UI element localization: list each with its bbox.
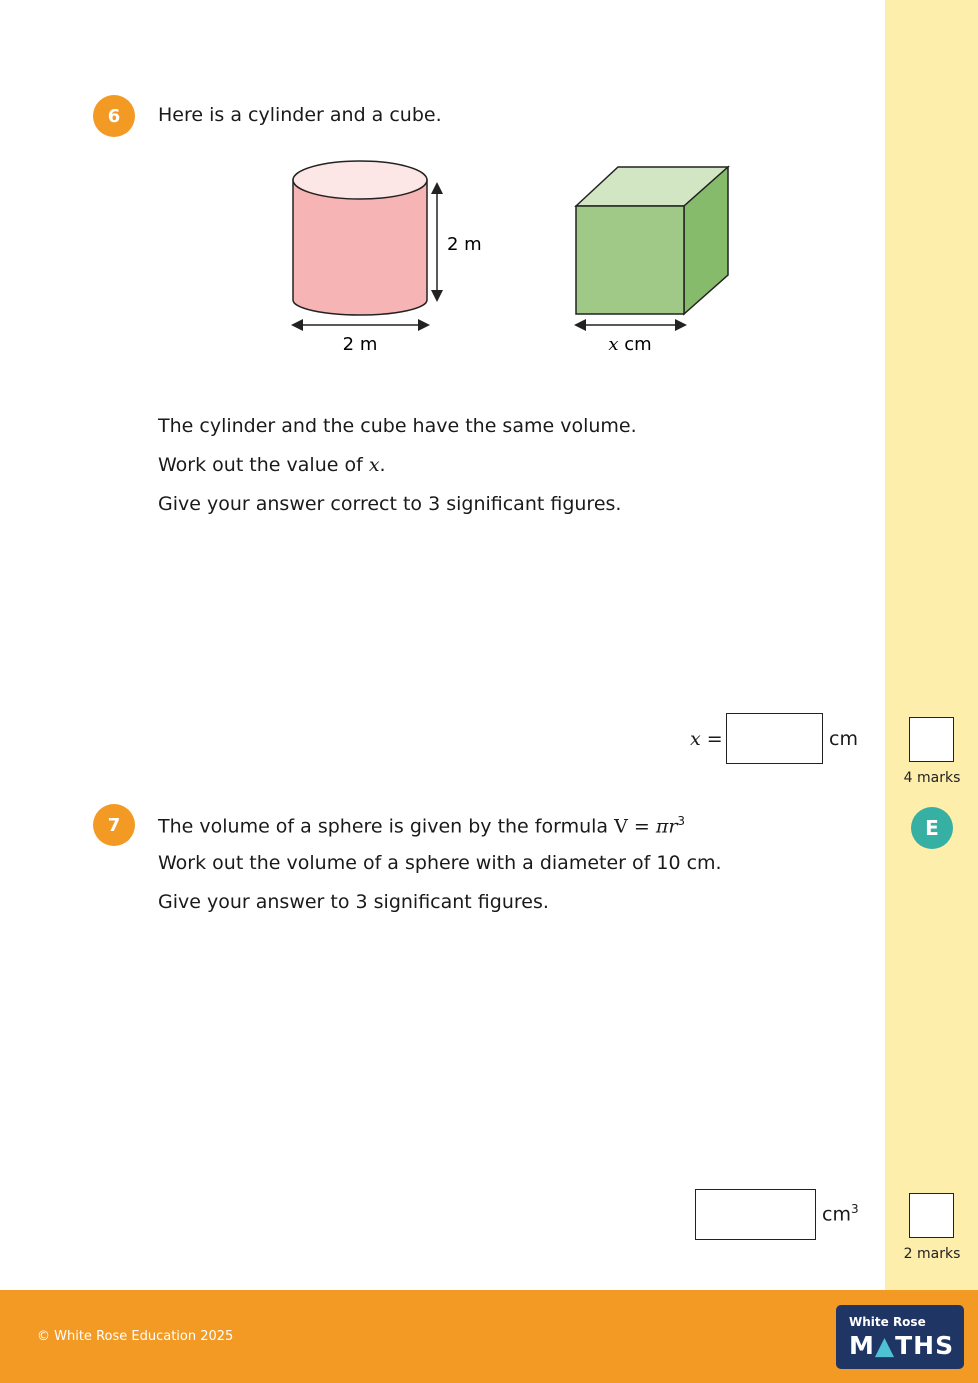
copyright: © White Rose Education 2025 <box>37 1329 234 1344</box>
q7-formula-pi: π <box>655 815 669 838</box>
q6-line-2-end: . <box>379 454 386 476</box>
cylinder-diameter-label: 2 m <box>342 334 378 355</box>
q7-answer-unit-exp: 3 <box>850 1202 859 1216</box>
q7-formula-exp: 3 <box>677 814 686 828</box>
q7-line-1 <box>158 814 685 837</box>
q7-line-1-text: The volume of a sphere is given by the formula <box>158 815 615 838</box>
q7-line-2: Work out the volume of a sphere with a diameter of 10 cm. <box>158 852 722 874</box>
q6-mark-box[interactable] <box>909 717 954 762</box>
q6-answer-var: x <box>690 728 701 750</box>
cylinder-height-label: 2 m <box>447 234 482 255</box>
q6-marks-label: 4 marks <box>903 770 961 786</box>
logo-maths-text <box>849 1331 954 1360</box>
logo-m: M <box>849 1331 875 1360</box>
cube-edge-unit: cm <box>624 334 652 355</box>
q7-mark-box[interactable] <box>909 1193 954 1238</box>
logo-triangle-icon: ▲ <box>874 1331 896 1360</box>
q7-answer-box[interactable] <box>695 1189 816 1240</box>
shapes-diagram <box>270 150 750 365</box>
q7-formula-v: V <box>614 815 628 838</box>
q7-formula-eq: = <box>627 815 656 838</box>
q6-line-1: The cylinder and the cube have the same volume. <box>158 415 637 437</box>
cube-edge-label <box>608 334 651 355</box>
cube-edge-var: x <box>608 334 619 355</box>
cylinder <box>293 161 427 315</box>
q6-answer-eq: = <box>706 728 723 750</box>
cube <box>576 167 728 314</box>
logo-rest: THS <box>895 1331 955 1360</box>
q6-intro: Here is a cylinder and a cube. <box>158 104 442 126</box>
footer <box>0 1290 978 1383</box>
q6-line-2 <box>158 454 386 476</box>
q7-answer-unit-base: cm <box>822 1203 851 1226</box>
e-badge: E <box>911 807 953 849</box>
q6-line-3: Give your answer correct to 3 significant figures. <box>158 493 622 515</box>
q6-line-2-text: Work out the value of <box>158 454 369 476</box>
q7-line-3: Give your answer to 3 significant figures. <box>158 891 549 913</box>
margin-strip <box>885 0 978 1290</box>
q6-answer-box[interactable] <box>726 713 823 764</box>
q6-answer-label <box>690 728 723 750</box>
q7-formula-r: r <box>668 815 678 838</box>
question-6-number: 6 <box>93 95 135 137</box>
q7-answer-unit <box>822 1202 859 1225</box>
logo-top-text: White Rose <box>849 1315 926 1329</box>
q6-line-2-var: x <box>368 454 380 476</box>
white-rose-maths-logo <box>836 1305 964 1369</box>
question-7-number: 7 <box>93 804 135 846</box>
q7-marks-label: 2 marks <box>903 1246 961 1262</box>
q6-answer-unit: cm <box>829 728 858 750</box>
